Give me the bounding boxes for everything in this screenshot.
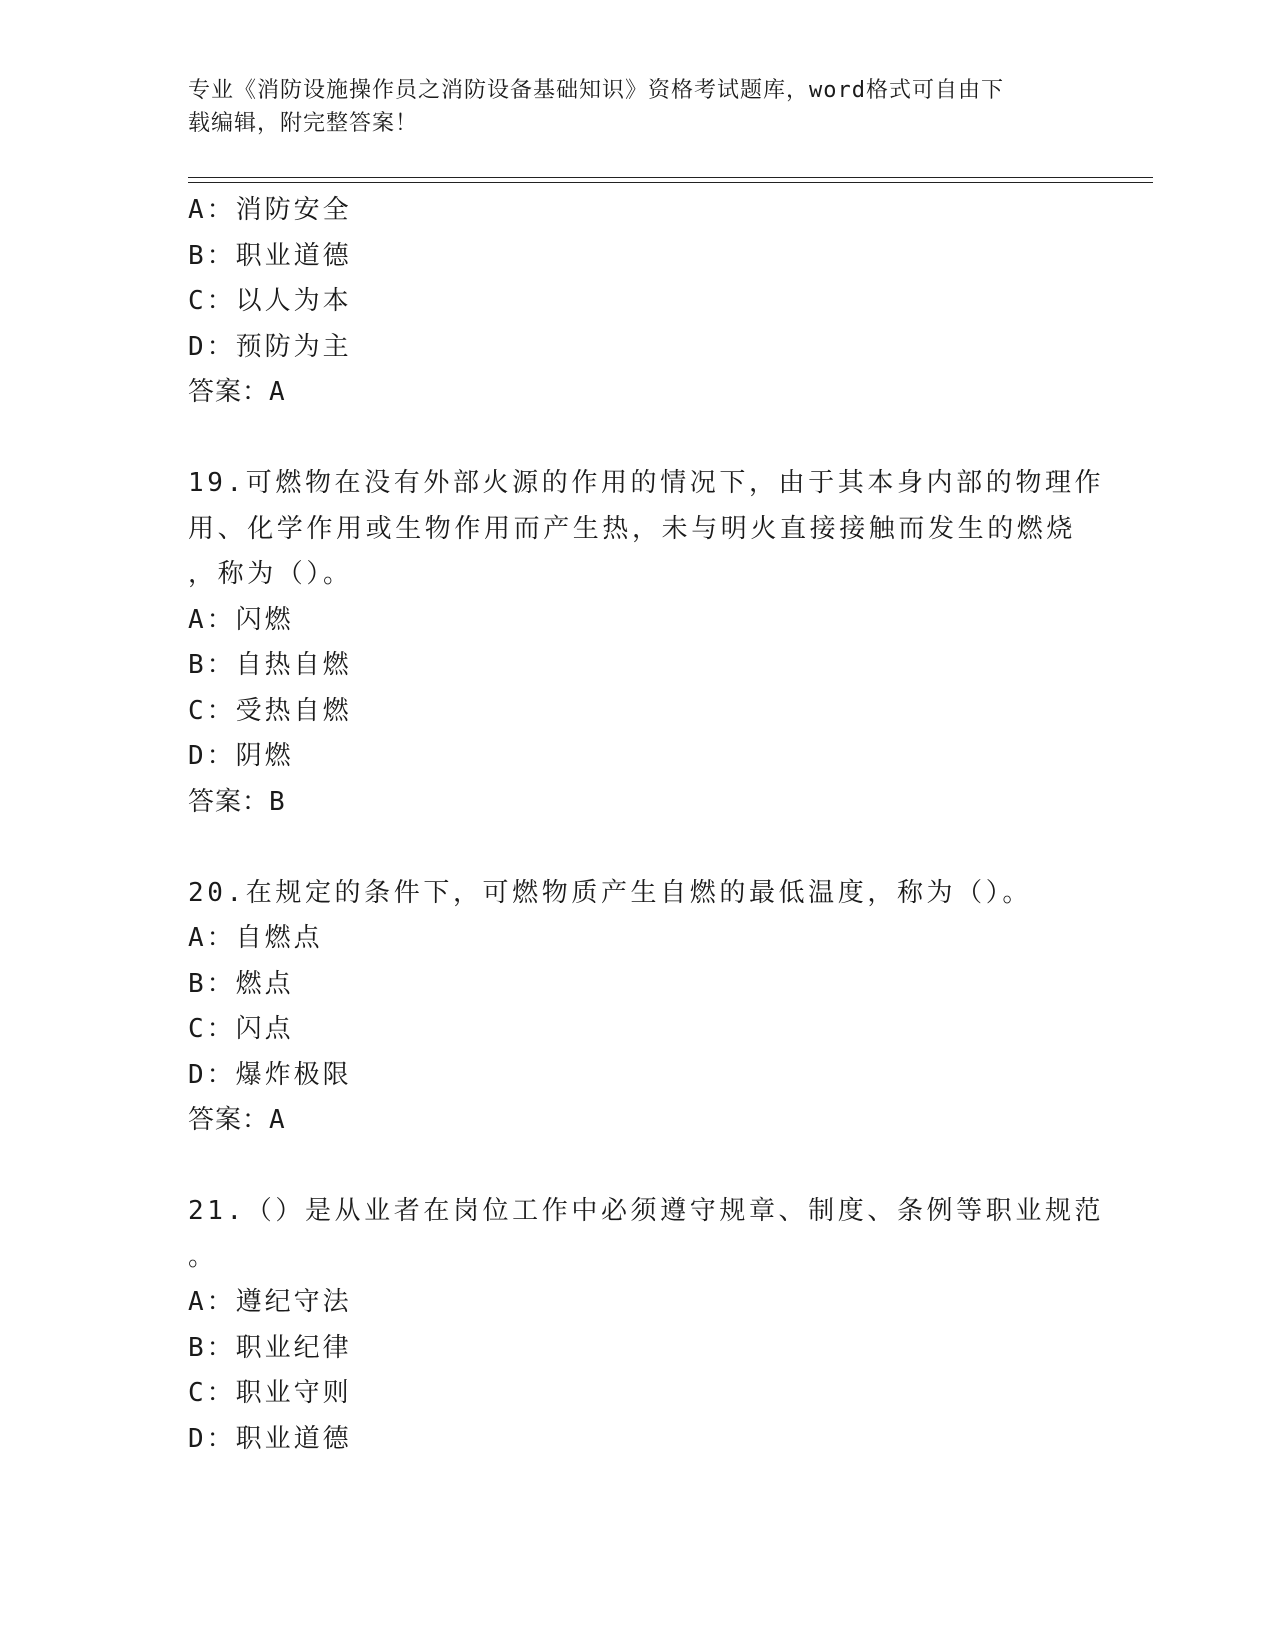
option-a: A：遵纪守法 (188, 1287, 352, 1317)
option-b: B：燃点 (188, 968, 294, 999)
option-d: D：预防为主 (188, 331, 352, 362)
header-line-1: 专业《消防设施操作员之消防设备基础知识》资格考试题库，word格式可自由下 (188, 78, 1004, 103)
option-d: D：爆炸极限 (188, 1059, 352, 1090)
option-c: C：以人为本 (188, 286, 352, 316)
option-d: D：阴燃 (188, 741, 294, 771)
answer-line: 答案：A (188, 377, 286, 407)
question-18 (188, 188, 1088, 416)
header-divider-bottom (188, 182, 1153, 183)
question-text-line: 。 (188, 1241, 218, 1272)
option-a: A：闪燃 (188, 604, 294, 635)
option-a: A：自燃点 (188, 923, 323, 953)
option-b: B：职业道德 (188, 240, 352, 271)
document-header (188, 74, 1068, 140)
question-20 (188, 871, 1088, 1144)
option-c: C：职业守则 (188, 1378, 352, 1408)
question-text-line: ，称为（）。 (188, 559, 353, 589)
answer-line: 答案：A (188, 1105, 286, 1135)
question-text-line: 21.（）是从业者在岗位工作中必须遵守规章、制度、条例等职业规范 (188, 1196, 1105, 1226)
answer-line: 答案：B (188, 786, 286, 817)
option-a: A：消防安全 (188, 195, 352, 225)
question-19 (188, 461, 1105, 825)
question-text-line: 19.可燃物在没有外部火源的作用的情况下，由于其本身内部的物理作 (188, 468, 1105, 498)
question-list (188, 188, 1105, 1462)
option-c: C：受热自燃 (188, 695, 352, 726)
question-text-line: 20.在规定的条件下，可燃物质产生自燃的最低温度，称为（）。 (188, 877, 1032, 908)
option-d: D：职业道德 (188, 1423, 352, 1454)
option-b: B：自热自燃 (188, 650, 352, 680)
header-line-2: 载编辑，附完整答案！ (188, 111, 419, 136)
question-text-line: 用、化学作用或生物作用而产生热，未与明火直接接触而发生的燃烧 (188, 513, 1077, 544)
option-c: C：闪点 (188, 1014, 294, 1044)
question-21 (188, 1189, 1105, 1462)
header-divider-top (188, 177, 1153, 178)
option-b: B：职业纪律 (188, 1332, 352, 1363)
